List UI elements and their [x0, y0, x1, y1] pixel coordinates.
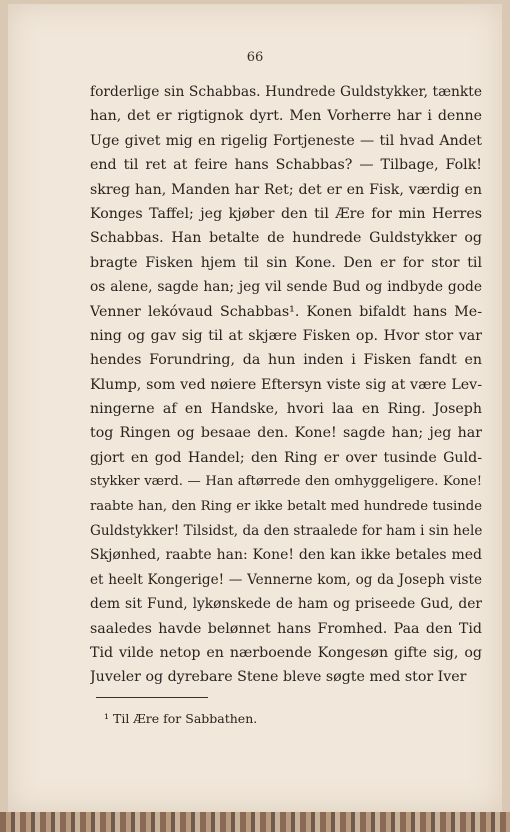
text-line: saaledes havde belønnet hans Fromhed. Paa den Tid — [90, 620, 482, 637]
text-line: Klump, som ved nøiere Eftersyn viste sig at være Lev- — [90, 376, 482, 393]
text-line: Schabbas. Han betalte de hundrede Guldstykker og — [90, 230, 482, 247]
text-line: Tid vilde netop en nærboende Kongesøn gifte sig, og — [90, 644, 482, 661]
text-line: os alene, sagde han; jeg vil sende Bud og indbyde gode — [90, 279, 482, 296]
marbled-edge — [0, 812, 510, 832]
text-line: dem sit Fund, lykønskede de ham og priseede Gud, der — [90, 596, 482, 613]
text-line: stykker værd. — Han aftørrede den omhyggeligere. Kone! — [90, 474, 482, 490]
text-line: Skjønhed, raabte han: Kone! den kan ikke betales med — [90, 547, 482, 564]
text-line: gjort en god Handel; den Ring er over tusinde Guld- — [90, 449, 482, 466]
text-line: han, det er rigtignok dyrt. Men Vorherre har i denne — [90, 108, 482, 125]
text-line: et heelt Kongerige! — Vennerne kom, og da Joseph viste — [90, 571, 482, 588]
text-line: bragte Fisken hjem til sin Kone. Den er for stor til — [90, 254, 482, 271]
book-page — [8, 4, 502, 812]
footnote: ¹ Til Ære for Sabbathen. — [104, 711, 258, 726]
text-line: end til ret at feire hans Schabbas? — Tilbage, Folk! — [90, 157, 482, 174]
footnote-rule — [96, 697, 208, 698]
text-line: ning og gav sig til at skjære Fisken op. Hvor stor var — [90, 327, 482, 344]
text-line: ningerne af en Handske, hvori laa en Ring. Joseph — [90, 401, 482, 418]
text-line: Uge givet mig en rigelig Fortjeneste — til hvad Andet — [90, 132, 482, 149]
text-line: Guldstykker! Tilsidst, da den straalede for ham i sin hele — [90, 523, 482, 540]
text-line: forderlige sin Schabbas. Hundrede Guldstykker, tænkte — [90, 84, 482, 100]
text-line: tog Ringen og besaae den. Kone! sagde han; jeg har — [90, 425, 482, 442]
text-line: raabte han, den Ring er ikke betalt med hundrede tusinde — [90, 498, 482, 514]
text-line: Konges Taffel; jeg kjøber den til Ære for min Herres — [90, 205, 482, 222]
text-line: skreg han, Manden har Ret; det er en Fisk, værdig en — [90, 181, 482, 198]
text-line: Juveler og dyrebare Stene bleve søgte med stor Iver — [90, 669, 467, 686]
body-text — [90, 80, 482, 690]
page-number: 66 — [246, 50, 264, 65]
text-line: hendes Forundring, da hun inden i Fisken fandt en — [90, 352, 482, 369]
text-line: Venner lekóvaud Schabbas¹. Konen bifaldt hans Me- — [90, 303, 482, 320]
